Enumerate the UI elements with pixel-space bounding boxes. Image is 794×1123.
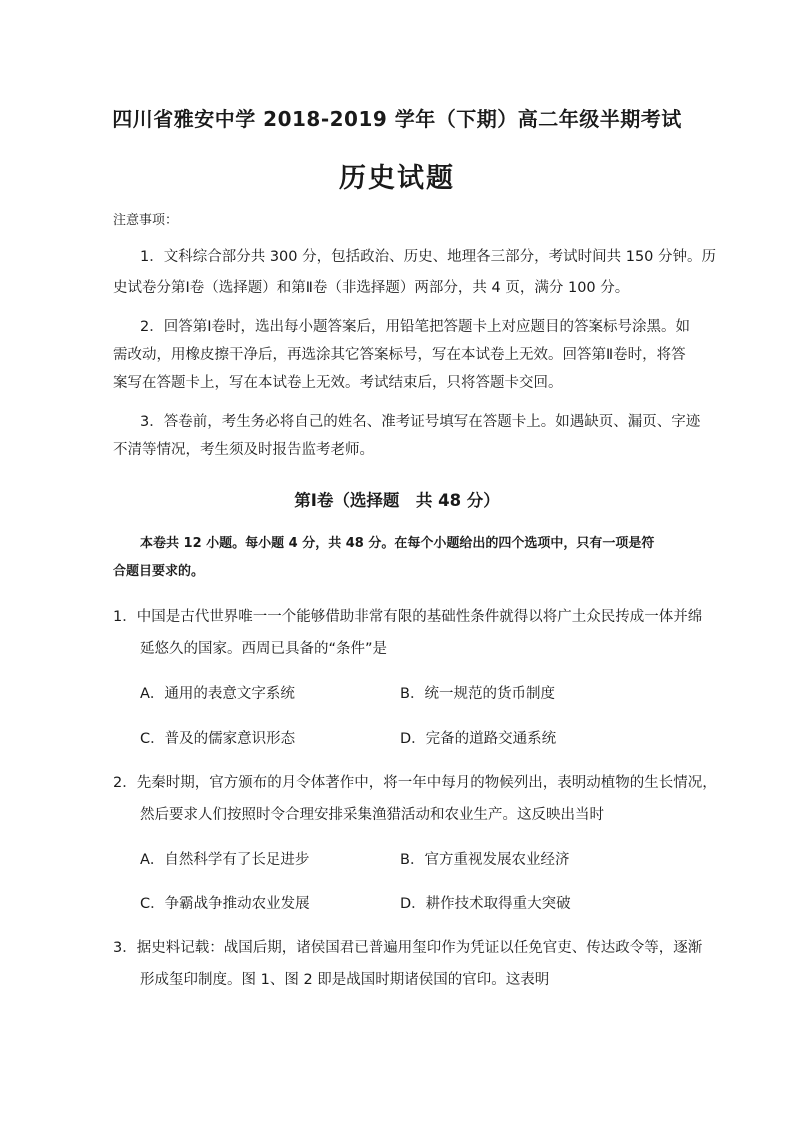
question-1-option-d: D．完备的道路交通系统 (400, 731, 557, 747)
question-1-option-c: C．普及的儒家意识形态 (140, 731, 296, 747)
question-2-option-c: C．争霸战争推动农业发展 (140, 896, 310, 912)
note-item-3-line-2: 不清等情况，考生须及时报告监考老师。 (113, 442, 374, 458)
question-1-option-b: B．统一规范的货币制度 (400, 686, 555, 702)
section-1-intro-line-1: 本卷共 12 小题。每小题 4 分，共 48 分。在每个小题给出的四个选项中，只有一项是符 (140, 536, 655, 551)
note-item-2-line-1: 2．回答第Ⅰ卷时，选出每小题答案后，用铅笔把答题卡上对应题目的答案标号涂黑。如 (140, 319, 690, 335)
question-2-stem-line-2: 然后要求人们按照时令合理安排采集渔猎活动和农业生产。这反映出当时 (140, 807, 604, 823)
exam-title: 四川省雅安中学 2018-2019 学年（下期）高二年级半期考试 (112, 107, 682, 131)
note-item-1-line-2: 史试卷分第Ⅰ卷（选择题）和第Ⅱ卷（非选择题）两部分，共 4 页，满分 100 分。 (113, 280, 630, 296)
question-2-option-a: A．自然科学有了长足进步 (140, 852, 310, 868)
note-item-2-line-2: 需改动，用橡皮擦干净后，再选涂其它答案标号，写在本试卷上无效。回答第Ⅱ卷时，将答 (113, 347, 686, 363)
question-2-option-d: D．耕作技术取得重大突破 (400, 896, 571, 912)
section-1-heading: 第Ⅰ卷（选择题 共 48 分） (294, 491, 500, 510)
section-1-intro-line-2: 合题目要求的。 (113, 564, 205, 579)
question-1-stem-line-2: 延悠久的国家。西周已具备的“条件”是 (140, 641, 388, 657)
note-item-3-line-1: 3．答卷前，考生务必将自己的姓名、准考证号填写在答题卡上。如遇缺页、漏页、字迹 (140, 414, 701, 430)
question-2-option-b: B．官方重视发展农业经济 (400, 852, 570, 868)
question-1-stem-line-1: 1．中国是古代世界唯一一个能够借助非常有限的基础性条件就得以将广土众民抟成一体并绵 (113, 609, 703, 625)
question-3-stem-line-2: 形成玺印制度。图 1、图 2 即是战国时期诸侯国的官印。这表明 (140, 972, 550, 988)
exam-subtitle: 历史试题 (339, 163, 455, 194)
notes-heading: 注意事项： (113, 213, 179, 228)
question-3-stem-line-1: 3．据史料记载：战国后期，诸侯国君已普遍用玺印作为凭证以任免官吏、传达政令等，逐渐 (113, 940, 703, 956)
note-item-1-line-1: 1．文科综合部分共 300 分，包括政治、历史、地理各三部分，考试时间共 150 分钟。历 (140, 249, 717, 265)
question-2-stem-line-1: 2．先秦时期，官方颁布的月令体著作中，将一年中每月的物候列出，表明动植物的生长情况， (113, 775, 717, 791)
note-item-2-line-3: 案写在答题卡上，写在本试卷上无效。考试结束后，只将答题卡交回。 (113, 375, 563, 391)
question-1-option-a: A．通用的表意文字系统 (140, 686, 295, 702)
